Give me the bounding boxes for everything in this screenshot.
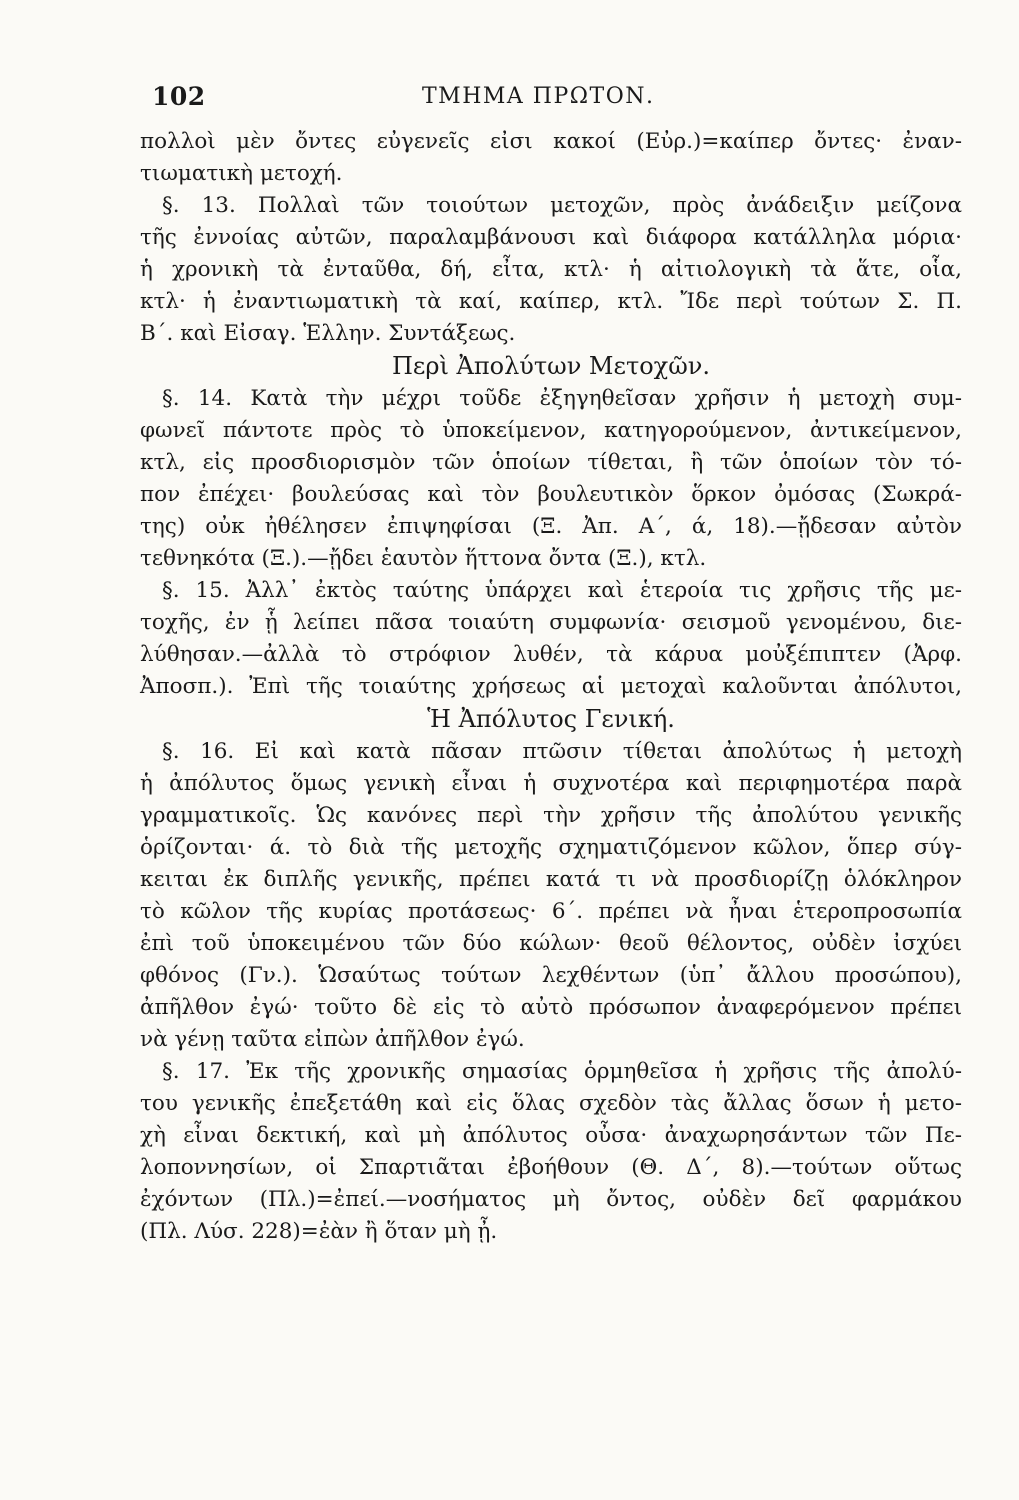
text-line: ἡ χρονικὴ τὰ ἐνταῦθα, δή, εἶτα, κτλ· ἡ αἰτιολογικὴ τὰ ἅτε, οἷα,	[140, 257, 962, 282]
text-line: του γενικῆς ἐπεξετάθη καὶ εἰς ὅλας σχεδὸν τὰς ἄλλας ὅσων ἡ μετο-	[140, 1091, 962, 1116]
text-line: χὴ εἶναι δεκτική, καὶ μὴ ἀπόλυτος οὖσα· ἀναχωρησάντων τῶν Πε-	[140, 1123, 962, 1148]
text-line: κτλ, εἰς προσδιορισμὸν τῶν ὁποίων τίθεται, ἢ τῶν ὁποίων τὸν τό-	[140, 450, 962, 475]
text-line: §. 16. Εἰ καὶ κατὰ πᾶσαν πτῶσιν τίθεται ἀπολύτως ἡ μετοχὴ	[162, 739, 962, 764]
text-line: τοχῆς, ἐν ᾗ λείπει πᾶσα τοιαύτη συμφωνία· σεισμοῦ γενομένου, διε-	[140, 610, 962, 635]
text-line: ὁρίζονται· ά. τὸ διὰ τῆς μετοχῆς σχηματιζόμενον κῶλον, ὅπερ σύγ-	[140, 835, 962, 860]
text-line: λύθησαν.—ἀλλὰ τὸ στρόφιον λυθέν, τὰ κάρυα μοὐξέπιπτεν (Ἀρφ.	[140, 642, 962, 667]
text-line: ἡ ἀπόλυτος ὅμως γενικὴ εἶναι ἡ συχνοτέρα καὶ περιφημοτέρα παρὰ	[140, 771, 962, 796]
text-line: ἀπῆλθον ἐγώ· τοῦτο δὲ εἰς τὸ αὐτὸ πρόσωπον ἀναφερόμενον πρέπει	[140, 995, 962, 1020]
text-line: §. 15. Ἀλλ᾽ ἐκτὸς ταύτης ὑπάρχει καὶ ἑτεροία τις χρῆσις τῆς με-	[162, 578, 962, 603]
body-text	[140, 126, 960, 1248]
text-line: §. 17. Ἐκ τῆς χρονικῆς σημασίας ὁρμηθεῖσα ἡ χρῆσις τῆς ἀπολύ-	[162, 1059, 962, 1084]
text-line: τιωματικὴ μετοχή.	[140, 161, 343, 186]
text-line: Ἀποσπ.). Ἐπὶ τῆς τοιαύτης χρήσεως αἱ μετοχαὶ καλοῦνται ἀπόλυτοι,	[140, 674, 962, 699]
section-heading: Ἡ Ἀπόλυτος Γενική.	[427, 705, 675, 733]
text-line: φθόνος (Γν.). Ὡσαύτως τούτων λεχθέντων (ὑπ᾽ ἄλλου προσώπου),	[140, 963, 962, 988]
text-line: (Πλ. Λύσ. 228)=ἐὰν ἢ ὅταν μὴ ᾖ.	[140, 1219, 498, 1244]
page-header	[152, 82, 942, 122]
text-line: ἐχόντων (Πλ.)=ἐπεί.—νοσήματος μὴ ὄντος, οὐδὲν δεῖ φαρμάκου	[140, 1187, 962, 1212]
text-line: πολλοὶ μὲν ὄντες εὐγενεῖς εἰσι κακοί (Εὐρ.)=καίπερ ὄντες· ἐναν-	[140, 129, 962, 154]
running-head: ΤΜΗΜΑ ΠΡΩΤΟΝ.	[422, 84, 655, 109]
text-line: κτλ· ἡ ἐναντιωματικὴ τὰ καί, καίπερ, κτλ. Ἴδε περὶ τούτων Σ. Π.	[140, 289, 962, 314]
text-line: τὸ κῶλον τῆς κυρίας προτάσεως· 6΄. πρέπει νὰ ἦναι ἑτεροπροσωπία	[140, 899, 962, 924]
text-line: ἐπὶ τοῦ ὑποκειμένου τῶν δύο κώλων· θεοῦ θέλοντος, οὐδὲν ἰσχύει	[140, 931, 962, 956]
text-line: κειται ἐκ διπλῆς γενικῆς, πρέπει κατά τι νὰ προσδιορίζῃ ὁλόκληρον	[140, 867, 962, 892]
section-heading: Περὶ Ἀπολύτων Μετοχῶν.	[392, 352, 710, 380]
text-line: νὰ γένῃ ταῦτα εἰπὼν ἀπῆλθον ἐγώ.	[140, 1027, 525, 1052]
text-line: Β΄. καὶ Εἰσαγ. Ἑλλην. Συντάξεως.	[140, 321, 516, 346]
text-line: τεθνηκότα (Ξ.).—ᾔδει ἑαυτὸν ἥττονα ὄντα (Ξ.), κτλ.	[140, 546, 707, 571]
text-line: της) οὐκ ἠθέλησεν ἐπιψηφίσαι (Ξ. Ἀπ. Α΄, ά, 18).—ᾔδεσαν αὐτὸν	[140, 514, 962, 539]
text-line: §. 14. Κατὰ τὴν μέχρι τοῦδε ἐξηγηθεῖσαν χρῆσιν ἡ μετοχὴ συμ-	[162, 386, 962, 411]
text-line: §. 13. Πολλαὶ τῶν τοιούτων μετοχῶν, πρὸς ἀνάδειξιν μείζονα	[162, 193, 962, 218]
text-line: γραμματικοῖς. Ὡς κανόνες περὶ τὴν χρῆσιν τῆς ἀπολύτου γενικῆς	[140, 803, 962, 828]
text-line: τῆς ἐννοίας αὐτῶν, παραλαμβάνουσι καὶ διάφορα κατάλληλα μόρια·	[140, 225, 962, 250]
page-number: 102	[152, 82, 206, 111]
text-line: λοποννησίων, οἱ Σπαρτιᾶται ἐβοήθουν (Θ. Δ΄, 8).—τούτων οὕτως	[140, 1155, 962, 1180]
text-line: φωνεῖ πάντοτε πρὸς τὸ ὑποκείμενον, κατηγορούμενον, ἀντικείμενον,	[140, 418, 962, 443]
text-line: πον ἐπέχει· βουλεύσας καὶ τὸν βουλευτικὸν ὅρκον ὀμόσας (Σωκρά-	[140, 482, 962, 507]
